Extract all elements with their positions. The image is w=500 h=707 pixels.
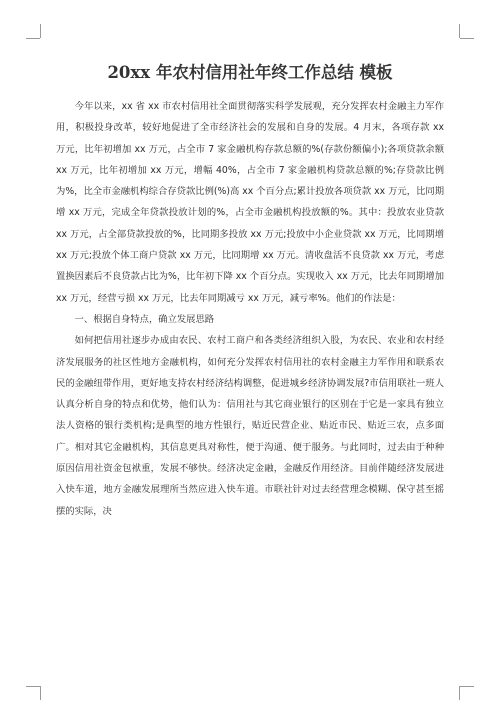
crop-mark-top-right	[460, 38, 474, 39]
crop-mark-bottom-right	[459, 686, 460, 700]
crop-mark-top-left	[26, 38, 40, 39]
document-body	[56, 96, 444, 522]
crop-mark-bottom-left	[26, 686, 40, 687]
section-heading: 一、根据自身特点，确立发展思路	[74, 313, 215, 325]
paragraph-summary: 今年以来，xx 省 xx 市农村信用社全面贯彻落实科学发展观，充分发挥农村金融主力军作用，积极投身改革，较好地促进了全市经济社会的发展和自身的发展。4 月末，各项存款 xx 万元，比年初增加 xx 万元，占全市 7 家金融机构存款总额的%(存款份额偏小);各项贷款余额 xx 万元，比年初增加 xx 万元，增幅 40%，占全市 7 家金融机构贷款总额的%;存贷款比例为%，比全市金融机构综合存贷款比例(%)高 xx 个百分点;累计投放各项贷款 xx 万元，比同期增 xx 万元，完成全年贷款投放计划的%，占全市金融机构投放额的%。其中：投放农业贷款 xx 万元，占全部贷款投放的%，比同期多投放 xx 万元;投放中小企业贷款 xx 万元，比同期增 xx 万元;投放个体工商户贷款 xx 万元，比同期增 xx 万元。清收盘活不良贷款 xx 万元，考虑置换因素后不良贷款占比为%，比年初下降 xx 个百分点。实现收入 xx 万元，比去年同期增加 xx 万元，经营亏损 xx 万元，比去年同期减亏 xx 万元，减亏率%。他们的作法是：	[56, 101, 444, 304]
document-title: 20xx 年农村信用社年终工作总结 模板	[107, 63, 393, 82]
paragraph-section-one: 如何把信用社逐步办成由农民、农村工商户和各类经济组织入股，为农民、农业和农村经济发展服务的社区性地方金融机构，如何充分发挥农村信用社的农村金融主力军作用和联系农民的金融纽带作用，更好地支持农村经济结构调整，促进城乡经济协调发展?市信用联社一班人认真分析自身的特点和优势，他们认为：信用社与其它商业银行的区别在于它是一家具有独立法人资格的银行类机构;是典型的地方性银行，贴近民营企业、贴近市民、贴近三农，点多面广。相对其它金融机构，其信息更具对称性，便于沟通、便于服务。与此同时，过去由于种种原因信用社资金包袱重，发展不够快。经济决定金融，金融反作用经济。目前伴随经济发展进入快车道，地方金融发展理所当然应进入快车道。市联社针对过去经营理念模糊、保守甚至摇摆的实际，决	[56, 335, 444, 517]
crop-mark-top-right	[459, 24, 460, 38]
crop-mark-top-left	[40, 24, 41, 38]
crop-mark-bottom-right	[460, 686, 474, 687]
crop-mark-bottom-left	[40, 686, 41, 700]
